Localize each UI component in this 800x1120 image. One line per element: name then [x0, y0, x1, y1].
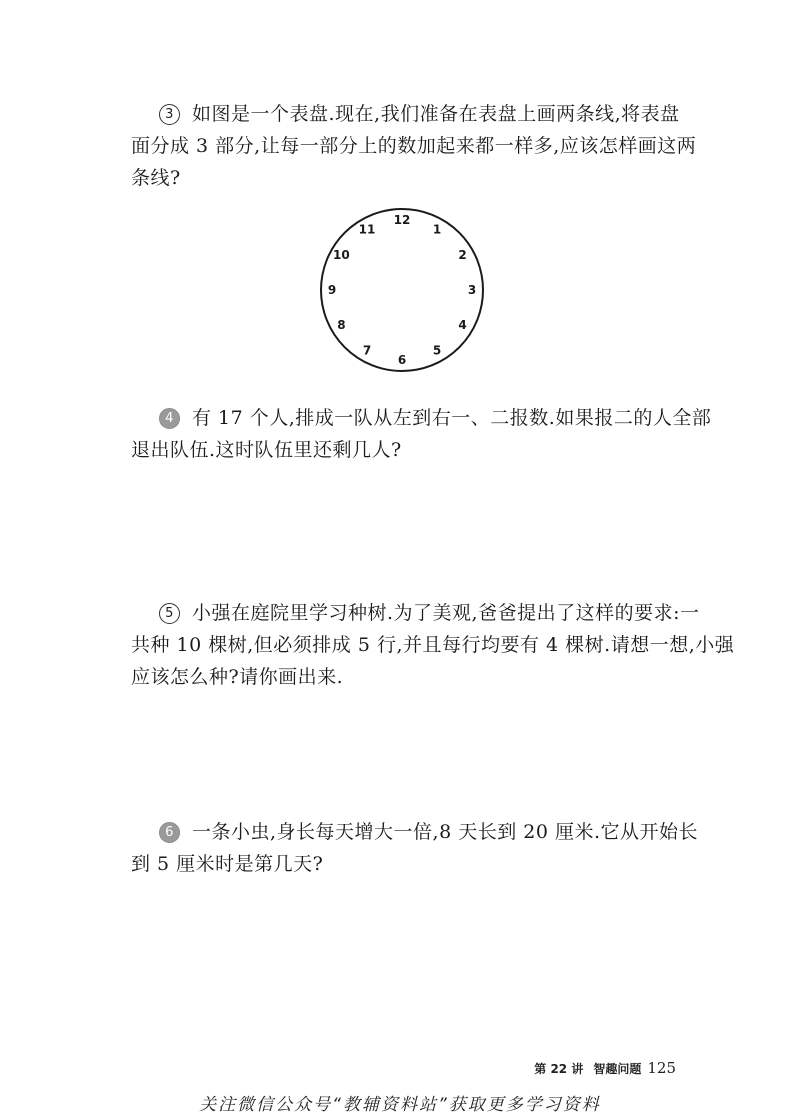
problem-6-line-1: 6 一条小虫,身长每天增大一倍,8 天长到 20 厘米.它从开始长: [131, 816, 691, 848]
clock-number: 10: [333, 248, 350, 262]
problem-5-line-2: 共种 10 棵树,但必须排成 5 行,并且每行均要有 4 棵树.请想一想,小强: [131, 634, 735, 656]
problem-4-line-2: 退出队伍.这时队伍里还剩几人?: [131, 439, 402, 461]
clock-face-figure: [318, 206, 486, 374]
watermark-text: 关注微信公众号“教辅资料站”获取更多学习资料: [199, 1095, 601, 1115]
problem-number-badge: 4: [159, 408, 180, 429]
clock-number: 1: [432, 222, 442, 237]
problem-3-line-1: 3 如图是一个表盘.现在,我们准备在表盘上画两条线,将表盘: [131, 98, 691, 130]
problem-5-line-1: 5 小强在庭院里学习种树.为了美观,爸爸提出了这样的要求:一: [131, 597, 691, 629]
clock-number: 8: [337, 318, 346, 332]
clock-number: 5: [432, 343, 442, 358]
clock-number: 3: [467, 283, 477, 297]
problem-3-line-2: 面分成 3 部分,让每一部分上的数加起来都一样多,应该怎样画这两: [131, 135, 697, 157]
lecture-label: 第 22 讲: [534, 1062, 584, 1076]
page-number: 125: [647, 1059, 676, 1077]
problem-number-badge: 3: [159, 104, 180, 125]
topic-label: 智趣问题: [593, 1062, 642, 1076]
clock-number: 9: [327, 283, 337, 297]
clock-number: 12: [393, 213, 411, 227]
clock-number: 6: [397, 353, 407, 367]
problem-number-badge: 6: [159, 822, 180, 843]
page-footer: [534, 1059, 676, 1077]
problem-6: [131, 816, 699, 880]
problem-4-line-1: 4 有 17 个人,排成一队从左到右一、二报数.如果报二的人全部: [131, 402, 691, 434]
clock-number: 11: [358, 222, 376, 237]
clock-number: 2: [458, 248, 467, 262]
problem-6-line-2: 到 5 厘米时是第几天?: [131, 853, 324, 875]
problem-number-badge: 5: [159, 603, 180, 624]
problem-5-line-3: 应该怎么种?请你画出来.: [131, 666, 344, 688]
problem-4: [131, 402, 712, 466]
problem-5: [131, 597, 735, 693]
clock-dial-circle: [321, 209, 483, 371]
clock-number: 4: [458, 318, 467, 332]
clock-number: 7: [362, 343, 372, 358]
problem-3: [131, 98, 697, 194]
problem-3-line-3: 条线?: [131, 167, 181, 189]
